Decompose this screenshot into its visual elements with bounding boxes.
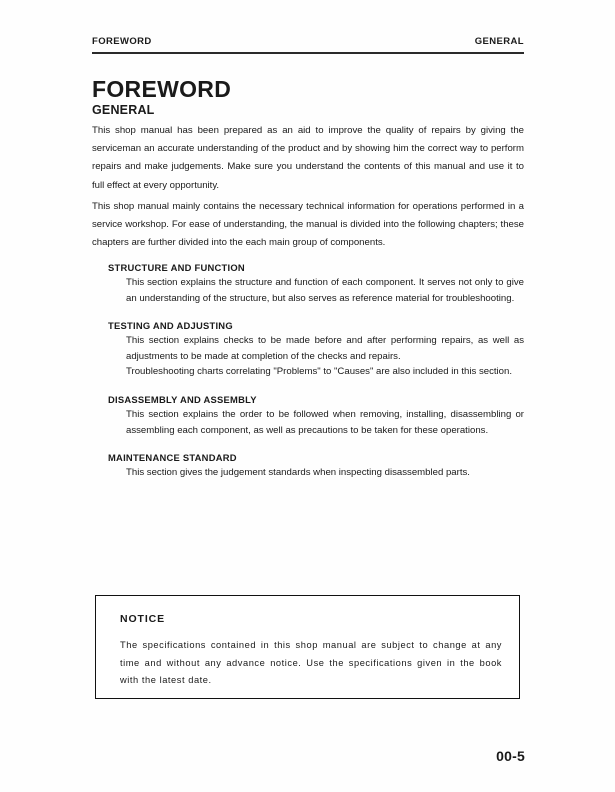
section-body: This section explains the structure and function of each component. It serves not only to give an understanding of the structure, but also serves as reference material for troubleshooting. (126, 277, 524, 304)
section-body: This section explains the order to be followed when removing, installing, disassembling or assembling each component, as well as precautions to be taken for these operations. (126, 408, 524, 436)
chapter-section-list (92, 262, 524, 481)
page-number: 00-5 (496, 748, 525, 764)
page-title: FOREWORD (92, 76, 232, 102)
section-body: This section gives the judgement standards when inspecting disassembled parts. (126, 467, 470, 479)
running-head (92, 36, 524, 47)
section-heading: TESTING AND ADJUSTING (108, 320, 233, 332)
section-heading: DISASSEMBLY AND ASSEMBLY (108, 393, 257, 405)
header-rule (92, 52, 524, 54)
section-structure-and-function (92, 262, 524, 306)
section-testing-and-adjusting (92, 320, 524, 380)
notice-box (95, 595, 520, 699)
section-heading: MAINTENANCE STANDARD (108, 452, 237, 464)
notice-title: NOTICE (120, 613, 166, 625)
chapters-paragraph: This shop manual mainly contains the necessary technical information for operations performed in a service workshop. For ease of understanding, the manual is divided into the following chapters; these chapters are further divided into the each main group of components. (92, 201, 524, 249)
section-body-extra: Troubleshooting charts correlating "Problems" to "Causes" are also included in this section. (126, 366, 513, 378)
notice-text: The specifications contained in this shop manual are subject to change at any time and without any advance notice. Use the specifications given in the book with the latest date. (120, 640, 502, 685)
page-subtitle: GENERAL (92, 103, 155, 117)
chapters-paragraph-block (92, 198, 524, 253)
running-head-right: GENERAL (474, 36, 524, 47)
running-head-left: FOREWORD (92, 36, 152, 47)
section-maintenance-standard (92, 452, 524, 481)
intro-paragraph: This shop manual has been prepared as an aid to improve the quality of repairs by giving the serviceman an accurate understanding of the product and by showing him the correct way to perform repairs and make judgements. Make sure you understand the contents of this manual and use it to full effect at every opportunity. (92, 125, 524, 191)
intro-paragraph-block (92, 122, 524, 195)
section-disassembly-and-assembly (92, 394, 524, 438)
section-heading: STRUCTURE AND FUNCTION (108, 262, 245, 273)
section-body: This section explains checks to be made before and after performing repairs, as well as adjustments to be made at completion of the checks and repairs. (126, 335, 524, 362)
